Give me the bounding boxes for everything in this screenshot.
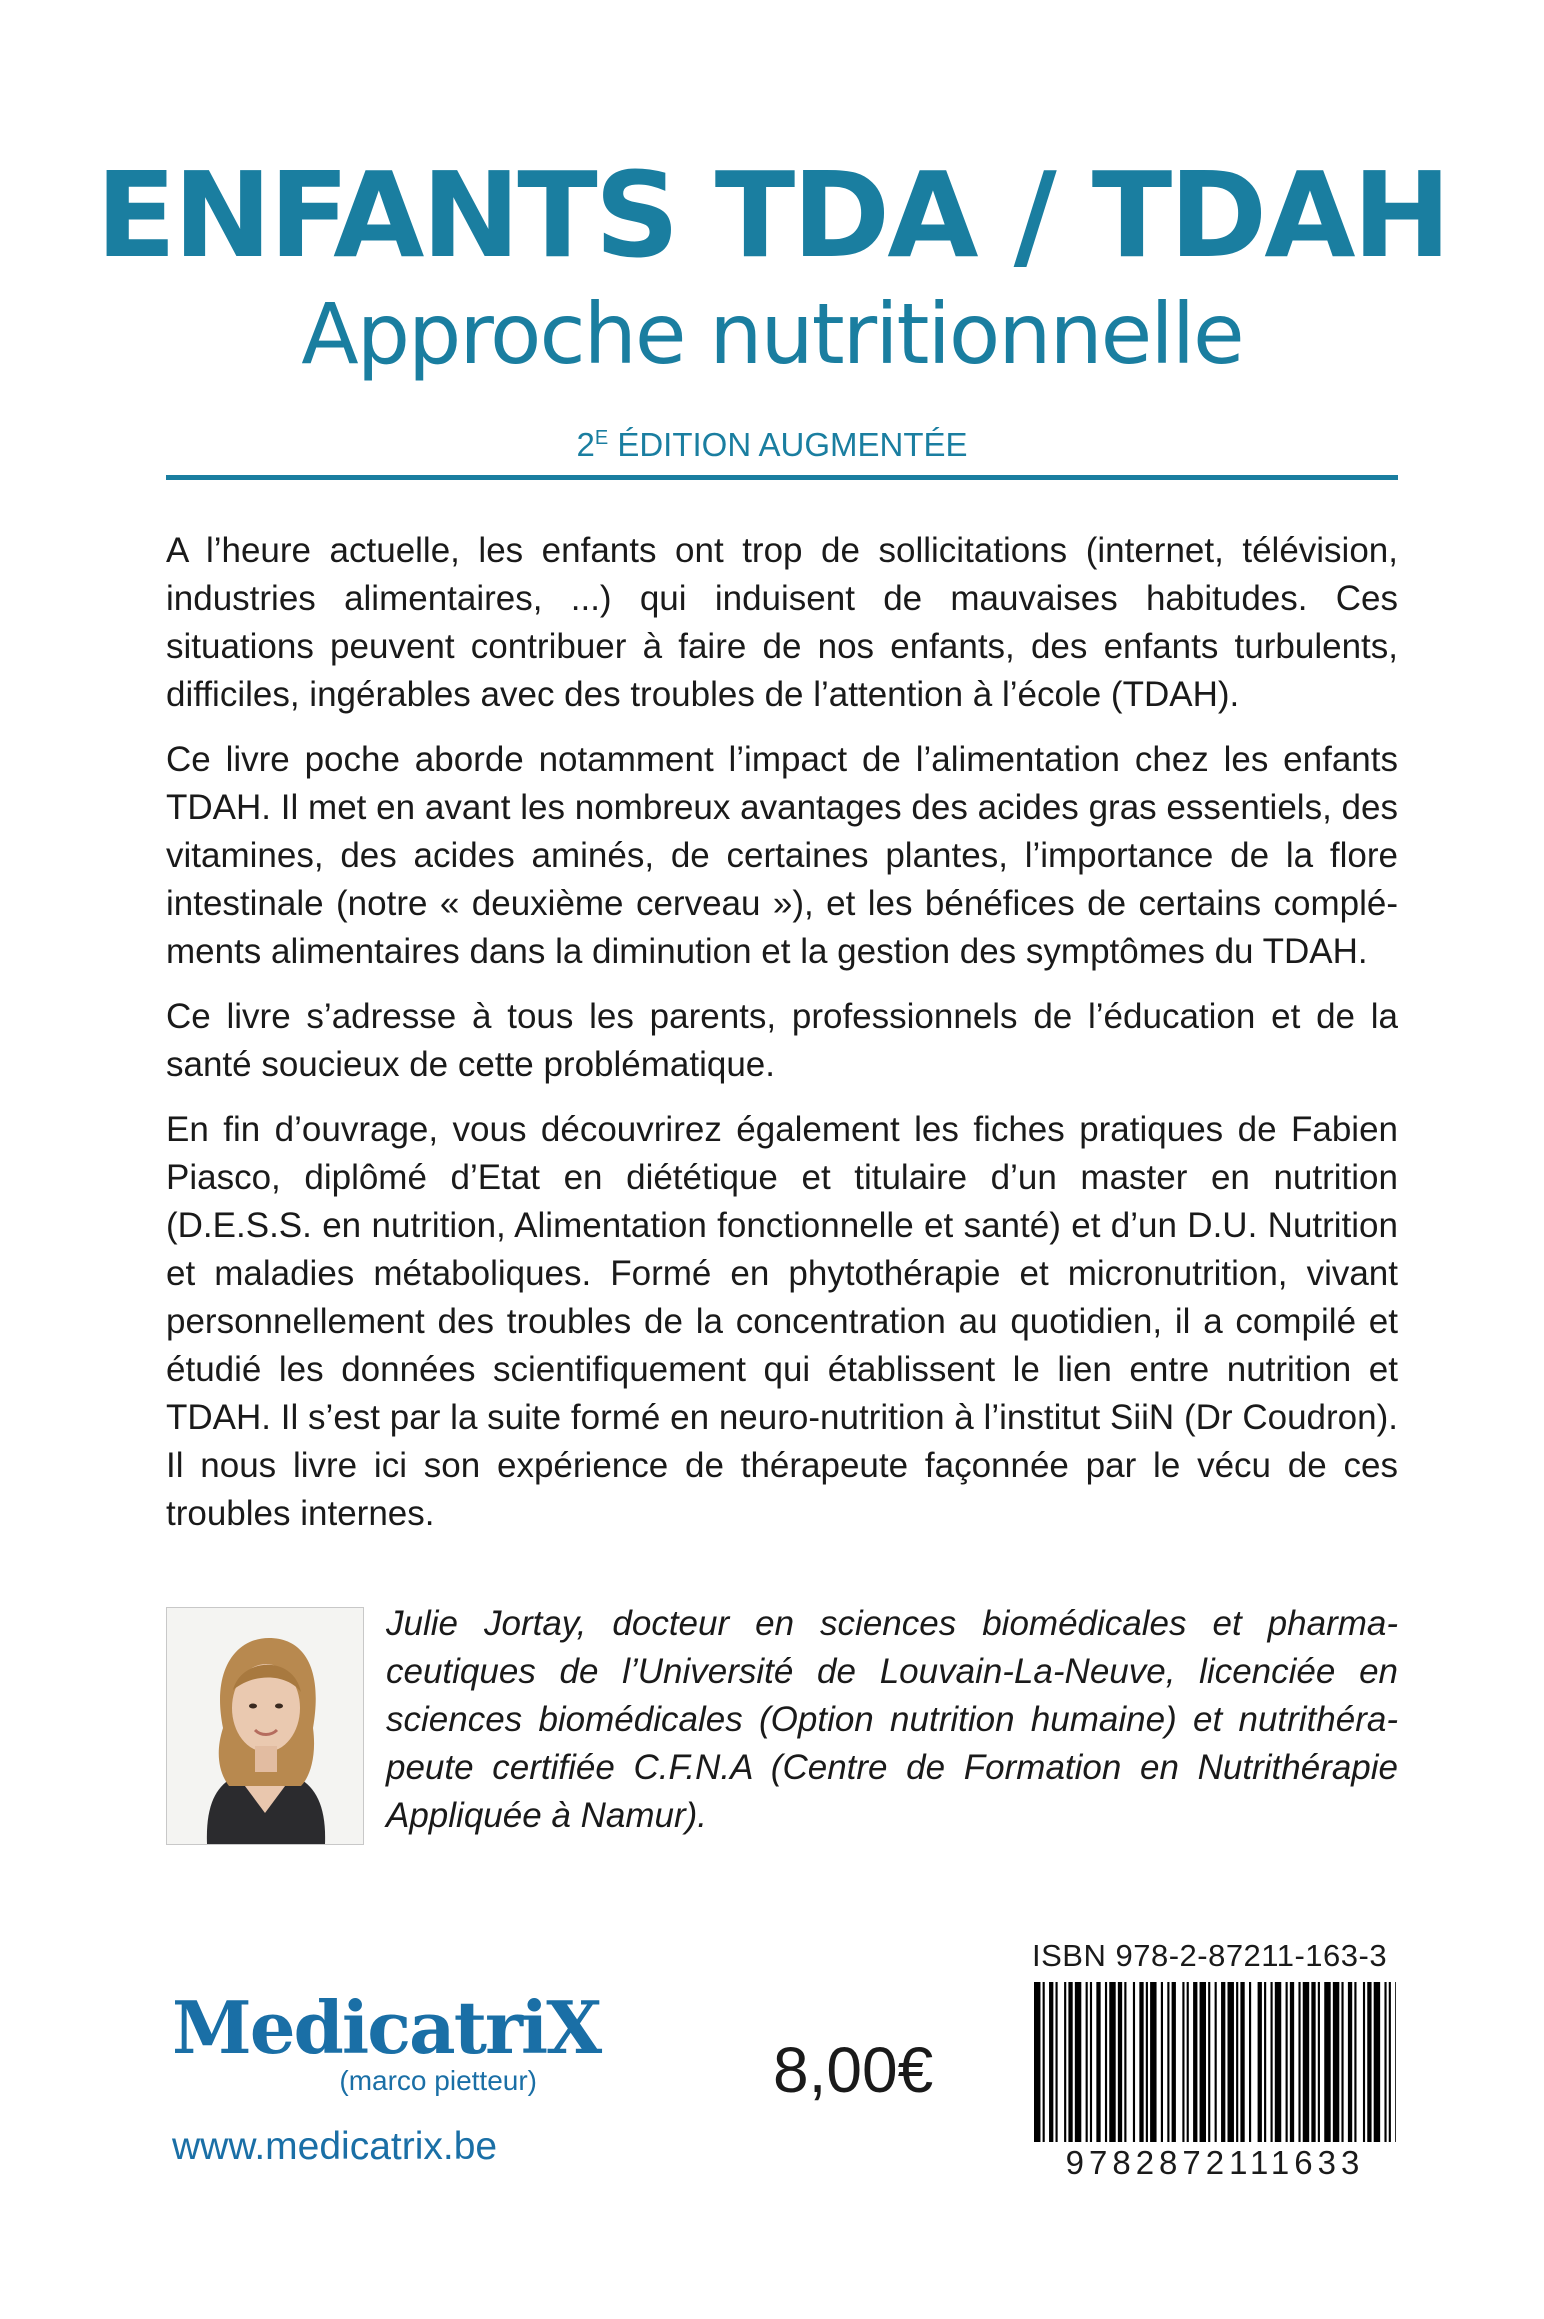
barcode-bar xyxy=(1096,1982,1100,2142)
barcode-bar xyxy=(1215,1982,1217,2142)
barcode-bar xyxy=(1034,1982,1040,2142)
barcode-bar xyxy=(1043,1982,1045,2142)
barcode-bar xyxy=(1303,1982,1309,2142)
publisher-website[interactable]: www.medicatrix.be xyxy=(172,2125,498,2168)
edition-label xyxy=(0,418,1544,465)
title-divider xyxy=(166,475,1398,480)
barcode-bar xyxy=(1068,1982,1072,2142)
back-cover-description xyxy=(166,527,1398,1555)
barcode-bar xyxy=(1348,1982,1352,2142)
barcode-bar xyxy=(1354,1982,1356,2142)
barcode-bar xyxy=(1341,1982,1343,2142)
barcode-bar xyxy=(1146,1982,1148,2142)
barcode-bar xyxy=(1182,1982,1184,2142)
barcode-bar xyxy=(1298,1982,1300,2142)
barcode-bar xyxy=(1133,1982,1135,2142)
barcode-bar xyxy=(1221,1982,1225,2142)
barcode-bar xyxy=(1172,1982,1176,2142)
barcode-bar xyxy=(1090,1982,1092,2142)
barcode-bar xyxy=(1236,1982,1238,2142)
barcode-bar xyxy=(1124,1982,1126,2142)
barcode-bar xyxy=(1367,1982,1371,2142)
edition-suffix: E xyxy=(594,427,609,449)
barcode-bar xyxy=(1075,1982,1081,2142)
edition-number: 2 xyxy=(576,426,595,463)
barcode-bar xyxy=(1389,1982,1391,2142)
book-subtitle: Approche nutritionnelle xyxy=(301,285,1243,383)
barcode-bar xyxy=(1240,1982,1244,2142)
barcode-bar xyxy=(1324,1982,1330,2142)
edition-text: ÉDITION AUGMENTÉE xyxy=(608,426,968,463)
description-paragraph: A l’heure actuelle, les enfants ont trop de sollicitations (internet, télévision, industries alimentaires, ...) qui induisent de mauvaises habitudes. Ces situations peuvent contribuer à faire de nos enfants, des enfants turbulents, difficiles, ingérables avec des troubles de l’attention à l’école (TDAH). xyxy=(166,531,1398,714)
barcode-bar xyxy=(1333,1982,1339,2142)
author-bio: Julie Jortay, docteur en sciences biomédicales et pharma-ceutiques de l’Université de Louvain-La-Neuve, licenciée en sciences biomédicales (Option nutrition humaine) et nutrithéra-peute certifiée C.F.N.A (Centre de Formation en Nutrithérapie Appliquée à Namur). xyxy=(386,1604,1398,1835)
barcode-bar xyxy=(1161,1982,1163,2142)
description-paragraph: Ce livre s’adresse à tous les parents, professionnels de l’éducation et de la santé soucieux de cette problématique. xyxy=(166,997,1398,1084)
barcode-bar xyxy=(1264,1982,1266,2142)
description-paragraph: Ce livre poche aborde notamment l’impact de l’alimentation chez les enfants TDAH. Il met en avant les nombreux avantages des acides gras essentiels, des vitamines, des acides aminés, de certaines plantes, l’importance de la flore intestinale (notre « deuxième cerveau »), et les bénéfices de certains complé-ments alimentaires dans la diminution et la gestion des symptômes du TDAH. xyxy=(166,740,1398,971)
barcode-bar xyxy=(1374,1982,1380,2142)
barcode-bar xyxy=(1258,1982,1262,2142)
barcode-bar xyxy=(1193,1982,1197,2142)
publisher-logo: MedicatriX xyxy=(172,1985,601,2070)
barcode-bar xyxy=(1086,1982,1088,2142)
barcode-bar xyxy=(1271,1982,1273,2142)
isbn-label: ISBN 978-2-87211-163-3 xyxy=(1032,1938,1388,1973)
book-title: ENFANTS TDA / TDAH xyxy=(95,146,1449,284)
barcode-bar xyxy=(1167,1982,1169,2142)
barcode-digits: 9782872111633 xyxy=(1065,2144,1365,2181)
barcode-bar xyxy=(1056,1982,1058,2142)
barcode-bar xyxy=(1286,1982,1288,2142)
barcode-bar xyxy=(1384,1982,1386,2142)
book-price: 8,00€ xyxy=(773,2034,934,2106)
barcode-icon xyxy=(1032,1982,1398,2142)
barcode-bar xyxy=(1187,1982,1189,2142)
barcode-bar xyxy=(1318,1982,1320,2142)
barcode-bar xyxy=(1150,1982,1156,2142)
author-photo xyxy=(166,1607,364,1845)
barcode-bar xyxy=(1363,1982,1365,2142)
author-portrait-icon xyxy=(167,1608,363,1844)
barcode-bar xyxy=(1208,1982,1210,2142)
barcode-bar xyxy=(1290,1982,1294,2142)
barcode-bar xyxy=(1064,1982,1066,2142)
barcode-bar xyxy=(1139,1982,1143,2142)
barcode-bar xyxy=(1105,1982,1107,2142)
barcode-bar xyxy=(1049,1982,1053,2142)
barcode-bar xyxy=(1395,1982,1396,2142)
barcode-bar xyxy=(1118,1982,1122,2142)
publisher-logo-subtitle: (marco pietteur) xyxy=(339,2065,537,2096)
description-paragraph: En fin d’ouvrage, vous découvrirez également les fiches pratiques de Fabien Piasco, diplômé d’Etat en diététique et titulaire d’un master en nutrition (D.E.S.S. en nutrition, Alimentation fonctionnelle et santé) et d’un D.U. Nutrition et maladies métaboliques. Formé en phytothérapie et micronutrition, vivant personnellement des troubles de la concentration au quotidien, il a compilé et étudié les données scientifiquement qui établissent le lien entre nutrition et TDAH. Il s’est par la suite formé en neuro-nutrition à l’institut SiiN (Dr Coudron). Il nous livre ici son expérience de thérapeute façonnée par le vécu de ces troubles internes. xyxy=(166,1110,1398,1533)
barcode-bar xyxy=(1311,1982,1315,2142)
barcode-bar xyxy=(1228,1982,1234,2142)
barcode-bar xyxy=(1200,1982,1206,2142)
barcode-bar xyxy=(1109,1982,1115,2142)
barcode-bar xyxy=(1275,1982,1281,2142)
barcode-bar xyxy=(1249,1982,1251,2142)
